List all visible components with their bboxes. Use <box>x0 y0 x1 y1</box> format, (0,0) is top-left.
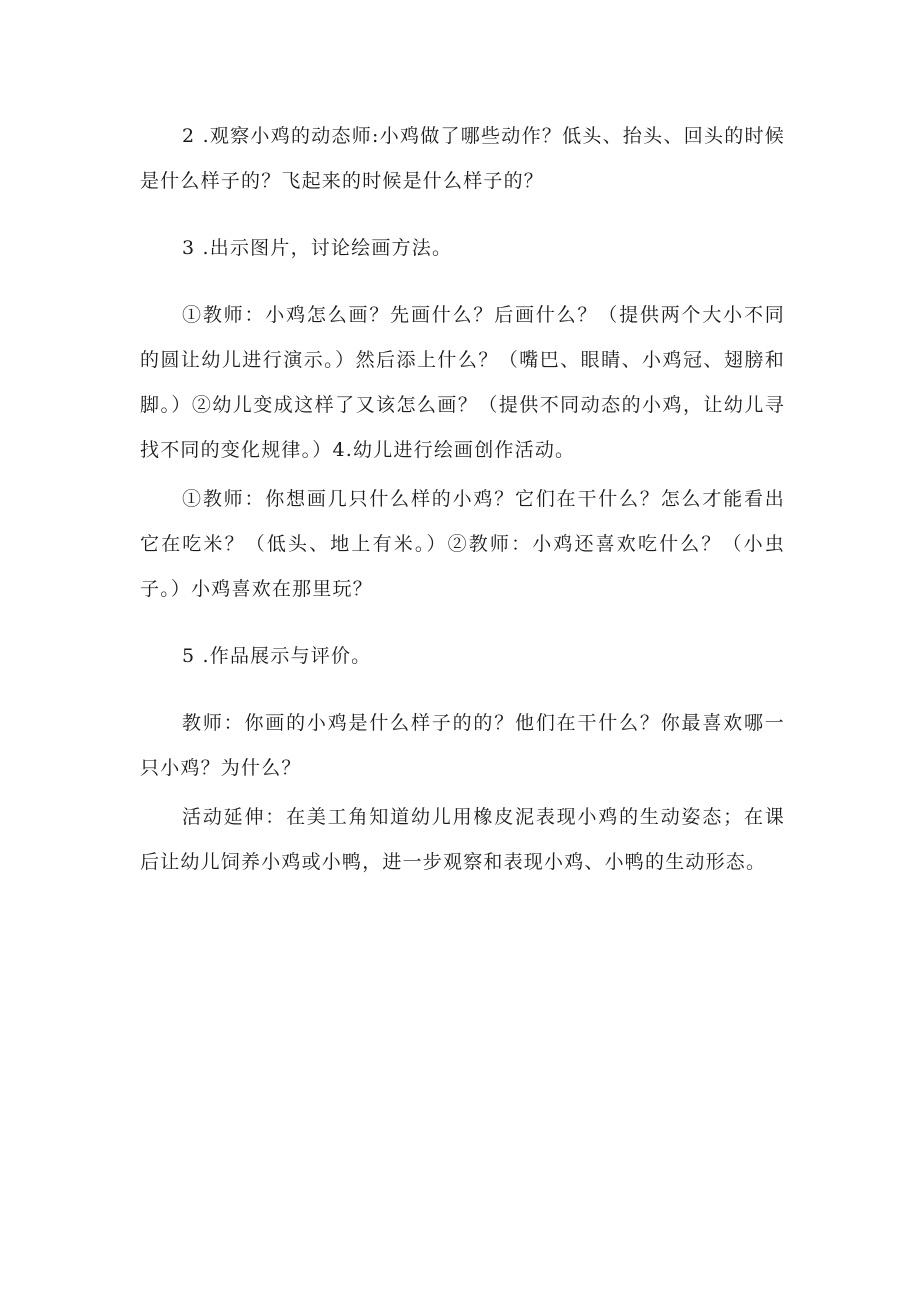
paragraph-step-3: 3 .出示图片，讨论绘画方法。 <box>182 237 453 259</box>
document-body <box>140 114 785 885</box>
paragraph-drawing-method: ①教师：小鸡怎么画？先画什么？后画什么？（提供两个大小不同的圆让幼儿进行演示。）然后添上什么？（嘴巴、眼睛、小鸡冠、翅膀和脚。）②幼儿变成这样了又该怎么画？（提供不同动态的小鸡，让幼儿寻找不同的变化规律。）4.幼儿进行绘画创作活动。 <box>140 304 785 461</box>
paragraph-extension: 活动延伸：在美工角知道幼儿用橡皮泥表现小鸡的生动姿态；在课后让幼儿饲养小鸡或小鸭，进一步观察和表现小鸡、小鸭的生动形态。 <box>140 806 785 873</box>
paragraph-evaluation: 教师：你画的小鸡是什么样子的的？他们在干什么？你最喜欢哪一只小鸡？为什么？ <box>140 712 785 779</box>
paragraph-step-5: 5 .作品展示与评价。 <box>182 645 372 667</box>
paragraph-step-2: 2 .观察小鸡的动态师:小鸡做了哪些动作？低头、抬头、回头的时候是什么样子的？飞起来的时候是什么样子的？ <box>140 125 785 192</box>
paragraph-teacher-questions: ①教师：你想画几只什么样的小鸡？它们在干什么？怎么才能看出它在吃米？（低头、地上有米。）②教师：小鸡还喜欢吃什么？（小虫子。）小鸡喜欢在那里玩？ <box>140 488 785 600</box>
